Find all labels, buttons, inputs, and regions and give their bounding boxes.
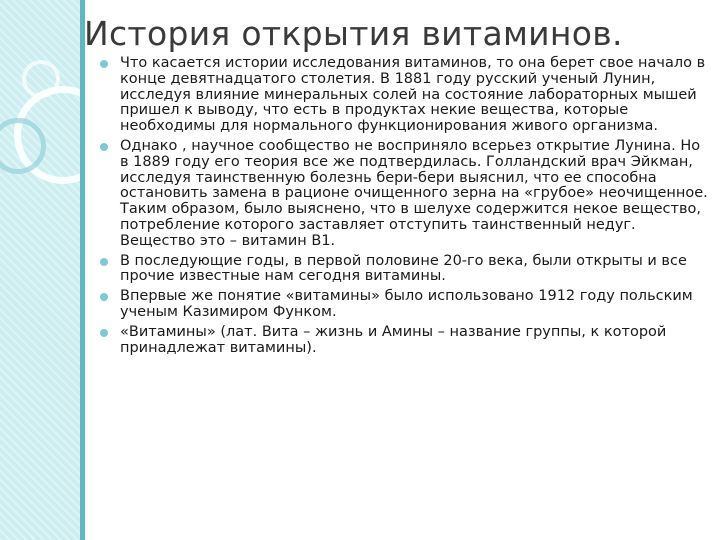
bullet-item [100,56,710,135]
decorative-ring [22,60,60,98]
bullet-text: Что касается истории исследования витаминов, то она берет свое начало в конце девятнадцатого столетия. В 1881 году русский ученый Лунин, исследуя влияние минеральных солей на состояние лабораторных мышей пришел к выводу, что есть в продуктах некие вещества, которые необходимы для нормального функционирования живого организма. [120,55,706,135]
bullet-item [100,254,710,286]
slide-title: История открытия витаминов. [84,14,623,53]
bullet-text: «Витамины» (лат. Вита – жизнь и Амины – название группы, к которой принадлежат витамины). [120,323,667,356]
bullet-text: Однако , научное сообщество не восприняло всерьез открытие Лунина. Но в 1889 году его теория все же подтвердилась. Голландский врач Эйкман, исследуя таинственную болезнь бери-бери выяснил, что ее способна остановить замена в рационе очищенного зерна на «грубое» неочищенное. Таким образом, было выяснено, что в шелухе содержится некое вещество, потребление которого заставляет отступить таинственный недуг. Вещество это – витамин В1. [120,137,708,249]
bullet-text: Впервые же понятие «витамины» было использовано 1912 году польским ученым Казимиром Функом. [120,288,693,320]
bullet-item [100,289,710,321]
decorative-sidebar [0,0,80,540]
bullet-text: В последующие годы, в первой половине 20-го века, были открыты и все прочие известные нам сегодня витамины. [120,252,687,285]
bullet-dot-icon [100,293,108,301]
bullet-item [100,325,710,357]
sidebar-divider [80,0,85,540]
bullet-list [100,56,710,360]
bullet-dot-icon [100,60,108,68]
bullet-dot-icon [100,258,108,266]
bullet-dot-icon [100,329,108,337]
bullet-item [100,139,710,250]
bullet-dot-icon [100,143,108,151]
